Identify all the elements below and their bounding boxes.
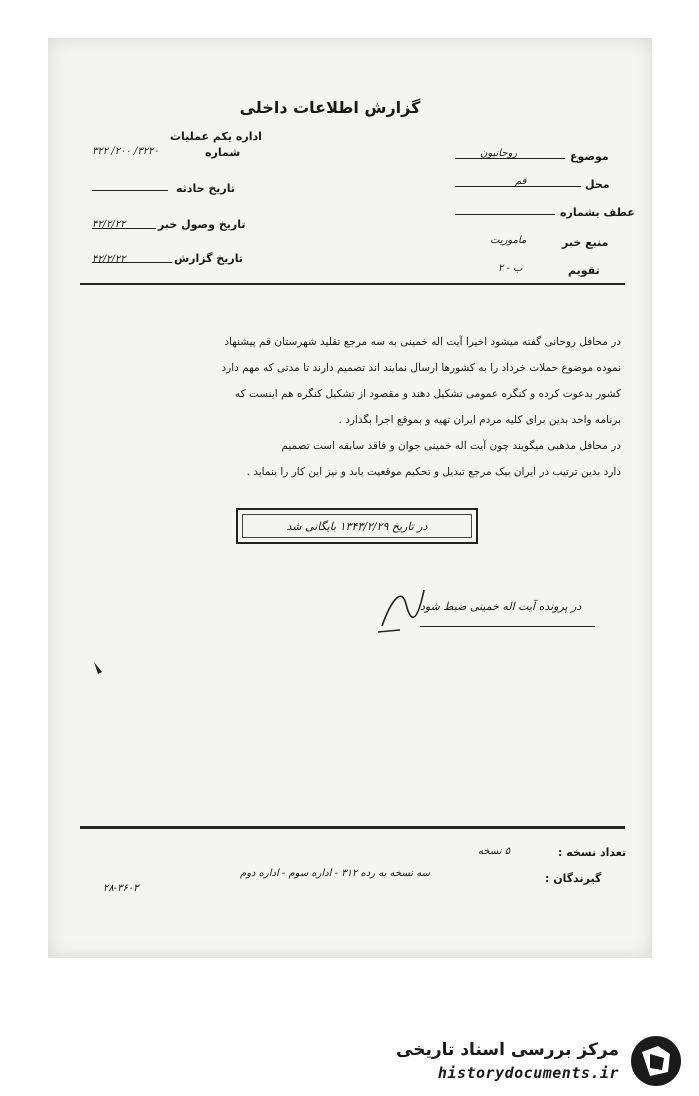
body-line-2: نموده موضوع حملات خرداد را به کشورها ارسال نمایند اند تصمیم دارند تا مدتی که مهم دارد	[221, 362, 621, 374]
place-line	[455, 186, 581, 187]
body-line-4: برنامه واحد بدین برای کلیه مردم ایران تهیه و بموقع اجرا بگذارد .	[338, 414, 621, 426]
footer-separator	[80, 826, 625, 829]
source-value: ماموریت	[490, 235, 527, 246]
evaluation-label: تقویم	[568, 264, 600, 277]
header-separator	[80, 283, 625, 285]
number-label: شماره	[205, 146, 241, 159]
receipt-date-value: ۴۲/۲/۲۲	[92, 219, 126, 230]
copies-value: ۵ نسخه	[478, 846, 511, 857]
report-date-line	[92, 262, 172, 263]
subject-label: موضوع	[570, 150, 609, 163]
ink-mark	[92, 660, 106, 676]
evaluation-value: ب - ۲	[498, 263, 523, 274]
brand-name: مرکز بررسی اسناد تاریخی	[396, 1040, 619, 1060]
signature-underline	[420, 626, 595, 627]
archive-stamp	[236, 508, 478, 544]
attachment-label: عطف بشماره	[560, 206, 635, 219]
receipt-date-line	[92, 228, 156, 229]
source-label: منبع خبر	[562, 236, 609, 249]
body-line-3: کشور بدعوت کرده و کنگره عمومی تشکیل دهند و مقصود از تشکیل کنگره هم اینست که	[235, 388, 621, 400]
document-page	[48, 38, 652, 958]
subject-line	[455, 158, 565, 159]
number-value: ۳۲۲۰/ ۲۰۰/ ۳۲۲	[92, 146, 159, 157]
signature-mark	[372, 578, 432, 638]
report-date-value: ۴۲/۲/۲۲	[92, 254, 126, 265]
receipt-date-label: تاریخ وصول خبر	[158, 218, 246, 231]
body-line-1: در محافل روحانی گفته میشود اخیرا آیت اله خمینی به سه مرجع تقلید شهرستان قم پیشنهاد	[224, 336, 621, 348]
history-documents-logo	[628, 1034, 684, 1088]
handwritten-note: در پرونده آیت اله خمینی ضبط شود	[420, 600, 582, 613]
subject-value: روحانیون	[480, 148, 518, 159]
body-line-5: در محافل مذهبی میگویند چون آیت اله خمینی جوان و فاقد سابقه است تصمیم	[281, 440, 621, 452]
attachment-line	[455, 214, 555, 215]
brand-url[interactable]: historydocuments.ir	[437, 1064, 619, 1082]
recipients-value: سه نسخه به رده ۳۱۲ - اداره سوم - اداره دوم	[240, 868, 430, 879]
incident-date-line	[92, 190, 168, 191]
place-label: محل	[585, 178, 610, 191]
body-line-6: دارد بدین ترتیب در ایران بیک مرجع تبدیل و تحکیم موقعیت یابد و نیز این کار را بنماید .	[246, 466, 621, 478]
copies-label: تعداد نسخه :	[558, 846, 627, 859]
report-date-label: تاریخ گزارش	[174, 252, 244, 265]
recipients-label: گیرندگان :	[545, 872, 602, 885]
archive-number: ۲۸-۳۶۰۲	[103, 883, 139, 894]
place-value: قم	[515, 176, 527, 187]
document-title: گزارش اطلاعات داخلی	[239, 98, 421, 117]
office-label: اداره یکم عملیات	[170, 130, 262, 143]
incident-date-label: تاریخ حادثه	[176, 182, 235, 195]
archive-stamp-text: در تاریخ ۱۳۴۳/۲/۲۹ بایگانی شد	[242, 514, 472, 538]
